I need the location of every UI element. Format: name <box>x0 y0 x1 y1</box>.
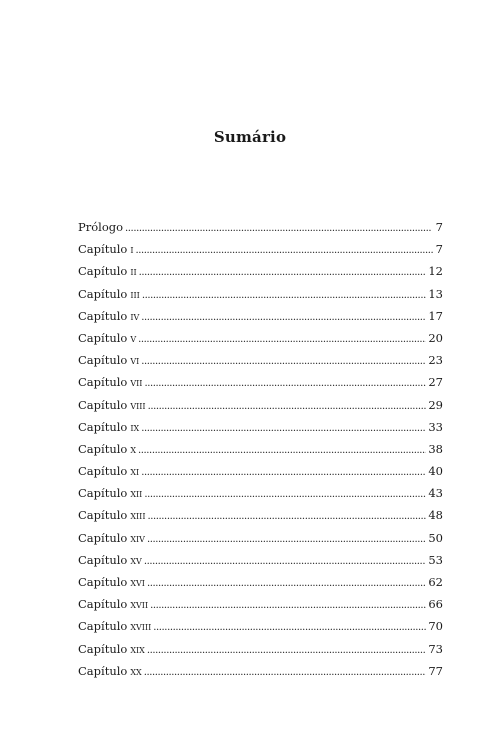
toc-entry-page-number: 73 <box>428 641 443 656</box>
toc-entry-page-number: 50 <box>428 530 443 545</box>
toc-entry-page-number: 38 <box>428 441 443 456</box>
toc-dot-leader <box>148 504 427 528</box>
toc-entry-page-number: 20 <box>428 330 443 345</box>
toc-entry-label <box>78 504 146 527</box>
toc-entry-title: Capítulo <box>78 375 128 390</box>
toc-entry-label <box>78 349 139 372</box>
toc-entry-title: Capítulo <box>78 619 128 634</box>
toc-entry-title: Capítulo <box>78 397 128 412</box>
toc-entry-label <box>78 571 145 594</box>
toc-entry[interactable] <box>78 238 443 260</box>
toc-dot-leader <box>144 660 427 684</box>
toc-dot-leader <box>125 216 434 240</box>
toc-dot-leader <box>144 549 427 573</box>
toc-dot-leader <box>139 260 427 284</box>
toc-entry-chapter-number: xi <box>130 465 140 479</box>
toc-dot-leader <box>144 482 426 506</box>
toc-entry-label <box>78 371 142 394</box>
toc-entry[interactable] <box>78 216 443 238</box>
toc-entry-title: Capítulo <box>78 242 128 257</box>
toc-entry-title: Capítulo <box>78 286 128 301</box>
toc-entry-page-number: 12 <box>428 264 443 279</box>
toc-entry-chapter-number: xv <box>130 553 142 567</box>
toc-entry-page-number: 62 <box>428 575 443 589</box>
toc-entry-label <box>78 593 148 616</box>
toc-entry-title: Capítulo <box>78 641 128 656</box>
toc-entry[interactable] <box>78 349 443 371</box>
toc-entry-title: Capítulo <box>78 308 128 323</box>
toc-dot-leader <box>138 327 426 351</box>
toc-entry-page-number: 17 <box>428 308 443 323</box>
toc-entry[interactable] <box>78 371 443 393</box>
toc-entry-chapter-number: xiii <box>130 509 146 523</box>
toc-entry-page-number: 43 <box>428 486 443 501</box>
toc-entry[interactable] <box>78 660 443 682</box>
toc-entry-label <box>78 238 134 261</box>
toc-entry-label <box>78 305 139 328</box>
toc-entry-chapter-number: xiv <box>130 531 145 545</box>
toc-entry-label <box>78 615 151 638</box>
toc-entry-title: Capítulo <box>78 575 128 589</box>
toc-entry-page-number: 70 <box>428 619 443 634</box>
toc-entry-chapter-number: vi <box>130 354 140 368</box>
toc-entry-label <box>78 216 123 238</box>
toc-dot-leader <box>142 283 427 307</box>
toc-entry[interactable] <box>78 416 443 438</box>
toc-entry-title: Capítulo <box>78 330 128 345</box>
toc-entry-chapter-number: v <box>130 331 137 345</box>
toc-entry-title: Capítulo <box>78 597 128 612</box>
toc-entry-chapter-number: viii <box>130 398 146 412</box>
toc-dot-leader <box>141 460 426 484</box>
toc-dot-leader <box>147 571 426 595</box>
toc-entry-chapter-number: ix <box>130 420 140 434</box>
toc-entry-label <box>78 527 145 550</box>
toc-entry-title: Capítulo <box>78 486 128 501</box>
toc-entry[interactable] <box>78 394 443 416</box>
toc-entry-label <box>78 438 136 461</box>
toc-dot-leader <box>138 438 426 462</box>
toc-entry[interactable] <box>78 460 443 482</box>
toc-entry[interactable] <box>78 283 443 305</box>
toc-entry-title: Capítulo <box>78 464 128 479</box>
toc-entry-label <box>78 549 142 572</box>
toc-entry-label <box>78 394 146 417</box>
toc-entry-chapter-number: iv <box>130 309 140 323</box>
toc-entry[interactable] <box>78 305 443 327</box>
toc-dot-leader <box>147 638 426 662</box>
toc-entry-chapter-number: xvi <box>130 576 145 589</box>
toc-entry-label <box>78 260 137 283</box>
toc-entry[interactable] <box>78 615 443 637</box>
toc-entry-label <box>78 327 136 350</box>
toc-entry[interactable] <box>78 504 443 526</box>
toc-entry-title: Capítulo <box>78 663 128 678</box>
toc-entry[interactable] <box>78 593 443 615</box>
toc-entry-chapter-number: i <box>130 243 134 257</box>
toc-entry-page-number: 13 <box>428 286 443 301</box>
toc-entry-chapter-number: iii <box>130 287 140 301</box>
toc-entry-page-number: 33 <box>428 419 443 434</box>
toc-entry[interactable] <box>78 482 443 504</box>
toc-entry-chapter-number: ii <box>130 265 137 279</box>
toc-entry-page-number: 40 <box>428 464 443 479</box>
toc-entry[interactable] <box>78 638 443 660</box>
toc-dot-leader <box>141 349 426 373</box>
toc-entry-page-number: 27 <box>428 375 443 390</box>
toc-entry-label <box>78 460 139 483</box>
toc-entry-title: Capítulo <box>78 530 128 545</box>
page-title: Sumário <box>213 128 287 146</box>
toc-entry-title: Capítulo <box>78 508 128 523</box>
toc-entry-chapter-number: xii <box>130 487 143 501</box>
toc-entry[interactable] <box>78 327 443 349</box>
toc-dot-leader <box>153 615 426 639</box>
toc-dot-leader <box>150 593 426 617</box>
toc-dot-leader <box>141 416 426 440</box>
toc-entry-page-number: 7 <box>435 242 443 257</box>
toc-entry-page-number: 29 <box>428 397 443 412</box>
toc-entry-chapter-number: xviii <box>130 620 152 634</box>
toc-entry-chapter-number: x <box>130 442 137 456</box>
toc-entry-label <box>78 416 139 439</box>
toc-entry-label <box>78 283 140 306</box>
toc-entry-title: Capítulo <box>78 441 128 456</box>
toc-entry[interactable] <box>78 260 443 282</box>
toc-entry-page-number: 53 <box>428 552 443 567</box>
toc-entry[interactable] <box>78 527 443 549</box>
toc-entry-page-number: 48 <box>428 508 443 523</box>
toc-dot-leader <box>141 305 426 329</box>
toc-entry[interactable] <box>78 438 443 460</box>
toc-dot-leader <box>148 394 427 418</box>
toc-entry-chapter-number: xix <box>130 642 145 656</box>
toc-entry[interactable] <box>78 549 443 571</box>
toc-entry-title: Capítulo <box>78 419 128 434</box>
toc-entry-label <box>78 638 145 661</box>
toc-dot-leader <box>136 238 434 262</box>
toc-entry-title: Capítulo <box>78 264 128 279</box>
toc-entry-page-number: 23 <box>428 353 443 368</box>
toc-dot-leader <box>147 527 426 551</box>
toc-entry-chapter-number: xvii <box>130 598 149 612</box>
toc-entry-label <box>78 482 142 505</box>
toc-entry-title: Prólogo <box>78 220 124 234</box>
toc-entry-page-number: 7 <box>435 220 443 234</box>
toc-entry-chapter-number: vii <box>130 376 143 390</box>
table-of-contents <box>78 216 443 682</box>
toc-entry-label <box>78 660 142 683</box>
toc-entry[interactable] <box>78 571 443 593</box>
toc-entry-page-number: 77 <box>428 663 443 678</box>
toc-entry-chapter-number: xx <box>130 664 142 678</box>
toc-entry-page-number: 66 <box>428 597 443 612</box>
toc-entry-title: Capítulo <box>78 552 128 567</box>
toc-dot-leader <box>144 371 426 395</box>
toc-entry-title: Capítulo <box>78 353 128 368</box>
